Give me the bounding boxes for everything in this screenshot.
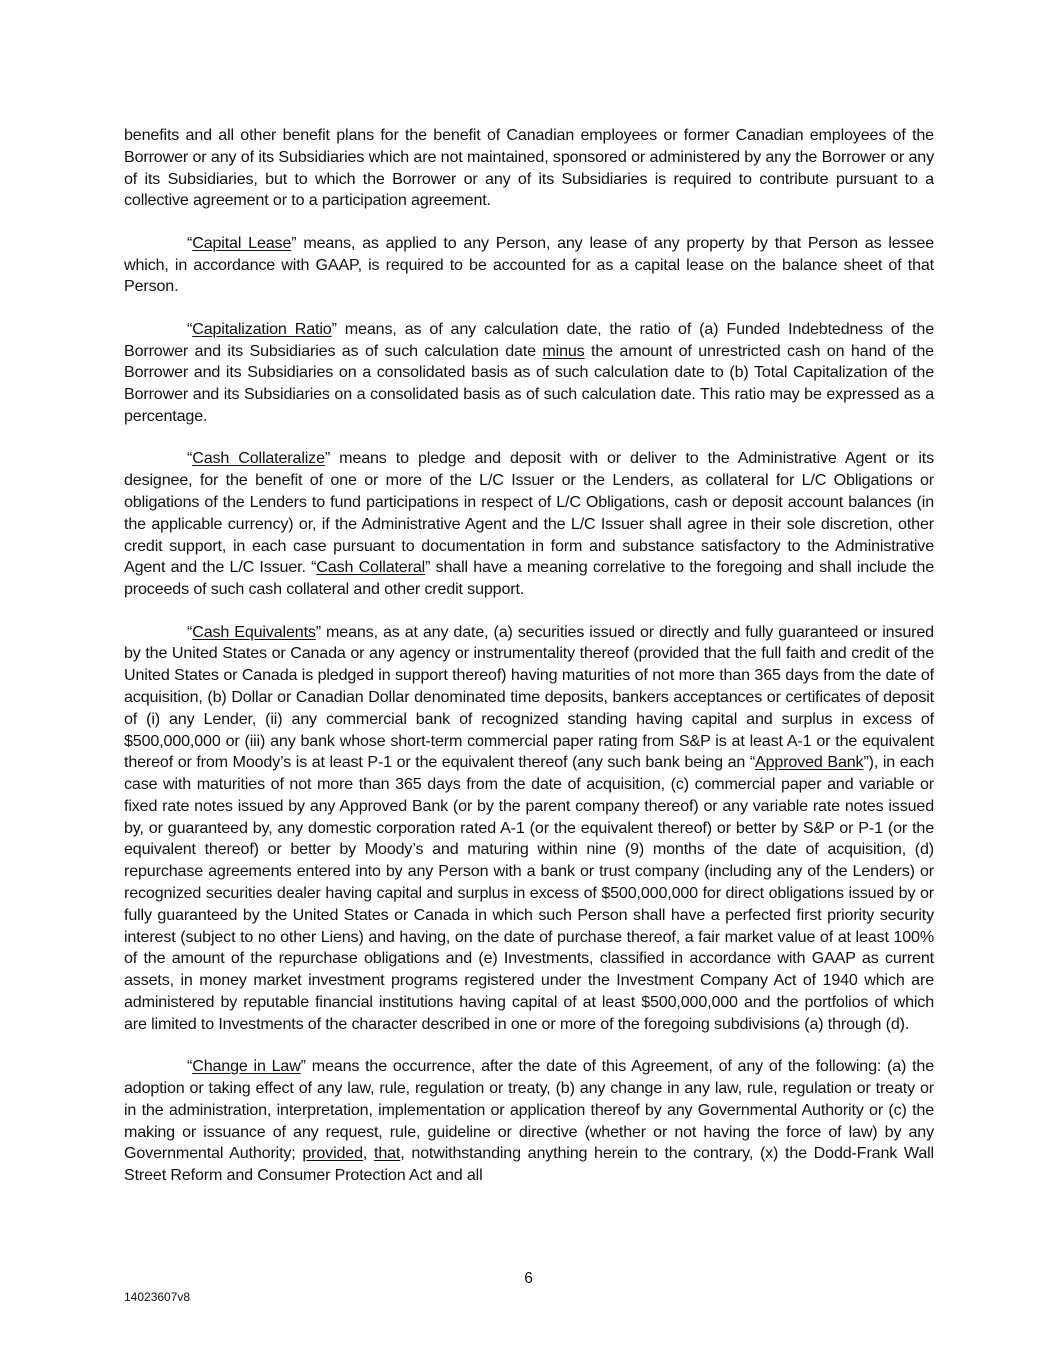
defined-term-capitalization-ratio: Capitalization Ratio [192, 319, 332, 338]
definition-text: ”), in each case with maturities of not more than 365 days from the date of acquisition, (c) commercial paper and variable or fixed rate notes issued by any Approved Bank (or by the parent company thereof) or any variable rate notes issued by, or guaranteed by, any domestic corporation rated A-1 (or the equivalent thereof) or better by S&P or P-1 (or the equivalent thereof) or better by Moody’s and maturing within nine (9) months of the date of acquisition, (d) repurchase agreements entered into by any Person with a bank or trust company (including any of the Lenders) or recognized securities dealer having capital and surplus in excess of $500,000,000 for direct obligations issued by or fully guaranteed by the United States or Canada in which such Person shall have a perfected first priority security interest (subject to no other Liens) and having, on the date of purchase thereof, a fair market value of at least 100% of the amount of the repurchase obligations and (e) Investments, classified in accordance with GAAP as current assets, in money market investment programs registered under the Investment Company Act of 1940 which are administered by reputable financial institutions having capital of at least $500,000,000 and the portfolios of which are limited to Investments of the character described in one or more of the foregoing subdivisions (a) through (d). [124, 753, 934, 1033]
open-quote: “ [187, 622, 193, 641]
document-body [124, 125, 934, 1208]
definition-cash-collateralize [124, 448, 934, 601]
emphasis-minus: minus [542, 341, 585, 360]
definition-capitalization-ratio [124, 319, 934, 428]
open-quote: “ [187, 1057, 193, 1076]
definition-cash-equivalents [124, 622, 934, 1036]
defined-term-capital-lease: Capital Lease [192, 233, 292, 252]
page-number: 6 [524, 1270, 533, 1287]
definition-capital-lease [124, 233, 934, 298]
defined-term-cash-collateralize: Cash Collateralize [192, 449, 325, 468]
emphasis-provided: provided [302, 1144, 363, 1163]
defined-term-approved-bank: Approved Bank [755, 753, 864, 772]
defined-term-cash-collateral: Cash Collateral [316, 558, 426, 577]
definition-text: ” means to pledge and deposit with or deliver to the Administrative Agent or its designee, for the benefit of one or more of the L/C Issuer or the Lenders, as collateral for L/C Obligations or obligations of the Lenders to fund participations in respect of L/C Obligations, cash or deposit account balances (in the applicable currency) or, if the Administrative Agent and the L/C Issuer shall agree in their sole discretion, other credit support, in each case pursuant to documentation in form and substance satisfactory to the Administrative Agent and the L/C Issuer. “ [124, 449, 934, 577]
definition-text: ” means, as at any date, (a) securities issued or directly and fully guaranteed or insured by the United States or Canada or any agency or instrumentality thereof (provided that the full faith and credit of the United States or Canada is pledged in support thereof) having maturities of not more than 365 days from the date of acquisition, (b) Dollar or Canadian Dollar denominated time deposits, bankers acceptances or certificates of deposit of (i) any Lender, (ii) any commercial bank of recognized standing having capital and surplus in excess of $500,000,000 or (iii) any bank whose short-term commercial paper rating from S&P is at least A-1 or the equivalent thereof or from Moody’s is at least P-1 or the equivalent thereof (any such bank being an “ [124, 622, 934, 772]
paragraph-benefit-plans [124, 125, 934, 212]
definition-text: ” means, as applied to any Person, any lease of any property by that Person as lessee which, in accordance with GAAP, is required to be accounted for as a capital lease on the balance sheet of that Person. [124, 233, 934, 296]
emphasis-that: that [374, 1144, 401, 1163]
definition-text: , notwithstanding anything herein to the contrary, (x) the Dodd-Frank Wall Street Reform and Consumer Protection Act and all [124, 1144, 934, 1185]
definition-text: the amount of unrestricted cash on hand of the Borrower and its Subsidiaries on a consolidated basis as of such calculation date to (b) Total Capitalization of the Borrower and its Subsidiaries on a consolidated basis as of such calculation date. This ratio may be expressed as a percentage. [124, 341, 934, 425]
paragraph-text: benefits and all other benefit plans for the benefit of Canadian employees or former Canadian employees of the Borrower or any of its Subsidiaries which are not maintained, sponsored or administered by any the Borrower or any of its Subsidiaries, but to which the Borrower or any of its Subsidiaries is required to contribute pursuant to a collective agreement or to a participation agreement. [124, 126, 934, 210]
open-quote: “ [187, 449, 193, 468]
definition-text: ” means, as of any calculation date, the ratio of (a) Funded Indebtedness of the Borrower and its Subsidiaries as of such calculation date [124, 319, 934, 360]
definition-text: ” means the occurrence, after the date of this Agreement, of any of the following: (a) the adoption or taking effect of any law, rule, regulation or treaty, (b) any change in any law, rule, regulation or treaty or in the administration, interpretation, implementation or application thereof by any Governmental Authority or (c) the making or issuance of any request, rule, guideline or directive (whether or not having the force of law) by any Governmental Authority; [124, 1057, 935, 1163]
definition-change-in-law [124, 1056, 934, 1187]
definition-text: ” shall have a meaning correlative to the foregoing and shall include the proceeds of such cash collateral and other credit support. [124, 558, 935, 599]
document-id: 14023607v8 [124, 1290, 191, 1304]
open-quote: “ [187, 319, 193, 338]
defined-term-change-in-law: Change in Law [192, 1057, 301, 1076]
defined-term-cash-equivalents: Cash Equivalents [192, 622, 316, 641]
definition-text: , [362, 1144, 374, 1163]
open-quote: “ [187, 233, 193, 252]
